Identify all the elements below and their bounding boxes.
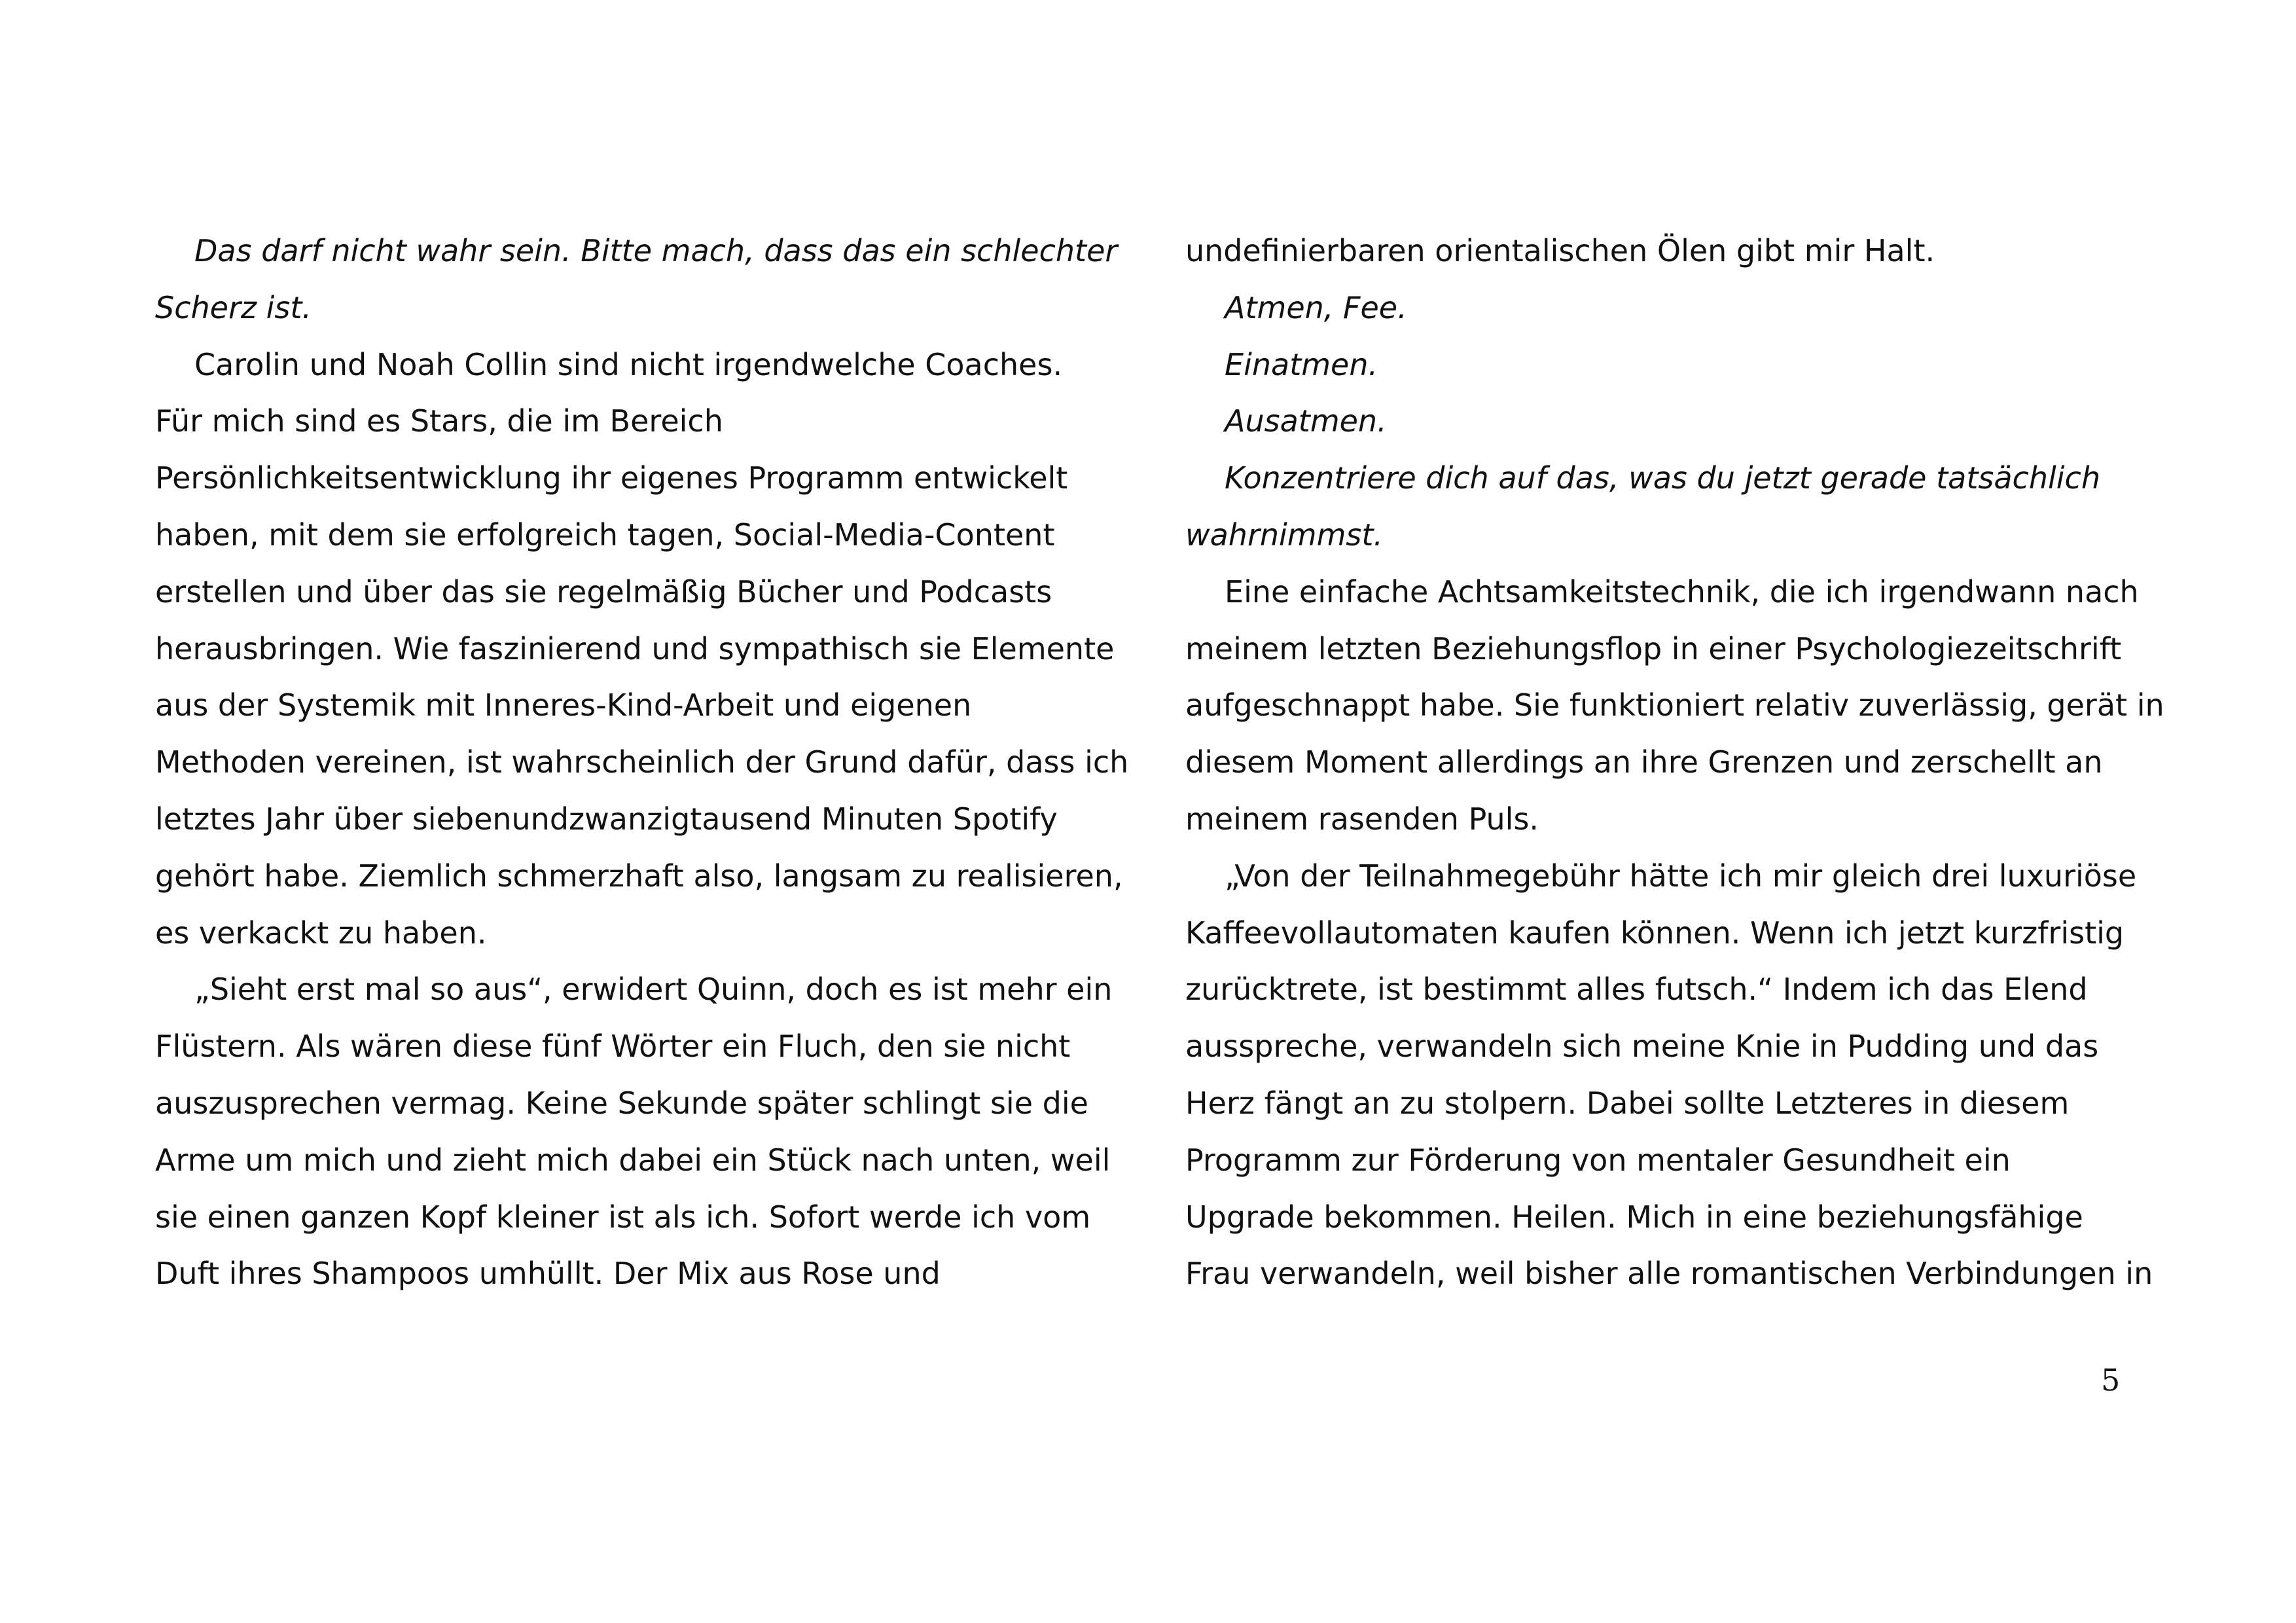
text-line: Methoden vereinen, ist wahrscheinlich der Grund dafür, dass ich bbox=[155, 744, 1129, 780]
text-line: Upgrade bekommen. Heilen. Mich in eine beziehungsfähige bbox=[1185, 1199, 2083, 1235]
text-line: Atmen, Fee. bbox=[1225, 289, 1407, 325]
text-line: „Von der Teilnahmegebühr hätte ich mir gleich drei luxuriöse bbox=[1225, 858, 2137, 894]
text-line: gehört habe. Ziemlich schmerzhaft also, langsam zu realisieren, bbox=[155, 858, 1123, 894]
text-line: diesem Moment allerdings an ihre Grenzen und zerschellt an bbox=[1185, 744, 2103, 780]
text-line: Flüstern. Als wären diese fünf Wörter ein Fluch, den sie nicht bbox=[155, 1029, 1071, 1065]
text-line: aus der Systemik mit Inneres-Kind-Arbeit und eigenen bbox=[155, 687, 972, 723]
text-line: zurücktrete, ist bestimmt alles futsch.“ Indem ich das Elend bbox=[1185, 972, 2088, 1008]
text-line: Programm zur Förderung von mentaler Gesundheit ein bbox=[1185, 1142, 2011, 1178]
text-line: Arme um mich und zieht mich dabei ein Stück nach unten, weil bbox=[155, 1142, 1111, 1178]
text-line: es verkackt zu haben. bbox=[155, 915, 487, 951]
text-line: herausbringen. Wie faszinierend und sympathisch sie Elemente bbox=[155, 630, 1115, 666]
text-line: Frau verwandeln, weil bisher alle romantischen Verbindungen in bbox=[1185, 1256, 2153, 1292]
text-line: Einatmen. bbox=[1225, 346, 1378, 382]
text-line: aufgeschnappt habe. Sie funktioniert relativ zuverlässig, gerät in bbox=[1185, 687, 2164, 723]
text-line: auszusprechen vermag. Keine Sekunde später schlingt sie die bbox=[155, 1085, 1088, 1121]
text-line: Scherz ist. bbox=[155, 289, 312, 325]
text-line: letztes Jahr über siebenundzwanzigtausend Minuten Spotify bbox=[155, 801, 1058, 837]
text-line: Duft ihres Shampoos umhüllt. Der Mix aus Rose und bbox=[155, 1256, 941, 1292]
page-number: 5 bbox=[2101, 1362, 2121, 1398]
text-line: meinem letzten Beziehungsflop in einer Psychologiezeitschrift bbox=[1185, 630, 2122, 666]
text-line: Für mich sind es Stars, die im Bereich bbox=[155, 403, 723, 439]
text-line: wahrnimmst. bbox=[1185, 517, 1384, 553]
text-line: haben, mit dem sie erfolgreich tagen, Social-Media-Content bbox=[155, 517, 1055, 553]
text-line: Eine einfache Achtsamkeitstechnik, die ich irgendwann nach bbox=[1225, 574, 2139, 610]
text-line: Herz fängt an zu stolpern. Dabei sollte Letzteres in diesem bbox=[1185, 1085, 2070, 1121]
text-line: erstellen und über das sie regelmäßig Bücher und Podcasts bbox=[155, 574, 1052, 610]
text-line: ausspreche, verwandeln sich meine Knie in Pudding und das bbox=[1185, 1029, 2099, 1065]
text-line: sie einen ganzen Kopf kleiner ist als ich. Sofort werde ich vom bbox=[155, 1199, 1091, 1235]
text-line: Carolin und Noah Collin sind nicht irgendwelche Coaches. bbox=[194, 346, 1063, 382]
text-line: meinem rasenden Puls. bbox=[1185, 801, 1539, 837]
text-line: Persönlichkeitsentwicklung ihr eigenes Programm entwickelt bbox=[155, 460, 1068, 496]
text-line: „Sieht erst mal so aus“, erwidert Quinn, doch es ist mehr ein bbox=[194, 972, 1113, 1008]
text-line: Ausatmen. bbox=[1225, 403, 1387, 439]
text-line: undefinierbaren orientalischen Ölen gibt mir Halt. bbox=[1185, 233, 1935, 268]
text-line: Kaffeevollautomaten kaufen können. Wenn ich jetzt kurzfristig bbox=[1185, 915, 2125, 951]
text-line: Konzentriere dich auf das, was du jetzt gerade tatsächlich bbox=[1225, 460, 2100, 496]
text-line: Das darf nicht wahr sein. Bitte mach, dass das ein schlechter bbox=[194, 233, 1118, 268]
